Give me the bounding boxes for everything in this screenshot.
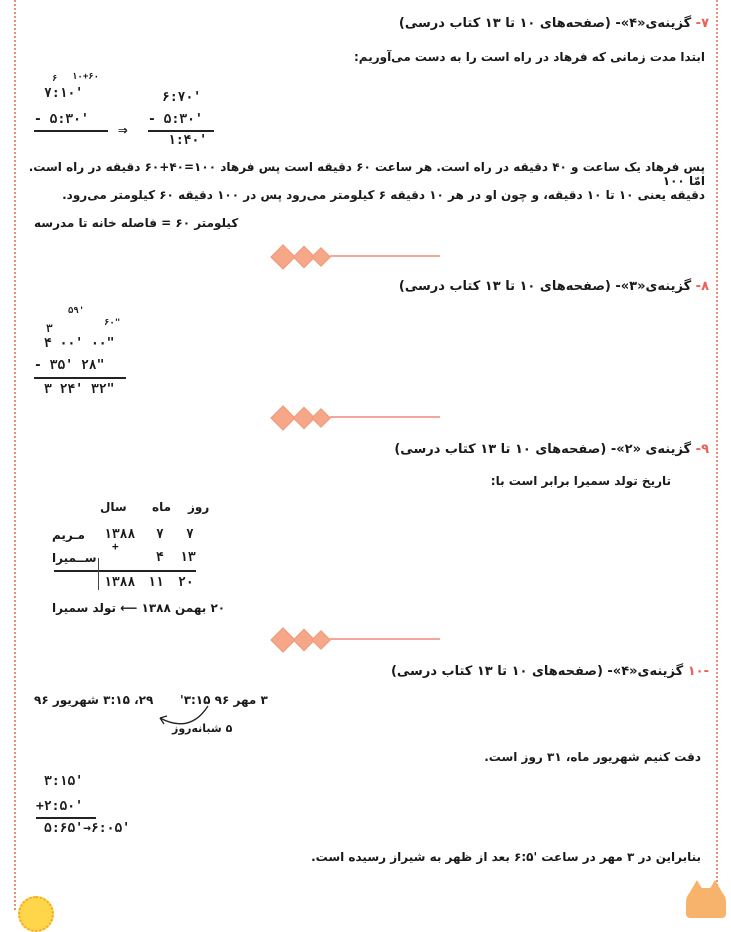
q7-intro: ابتدا مدت زمانی که فرهاد در راه است را به دست می‌آوریم:: [353, 50, 705, 64]
q7-line1: پس فرهاد یک ساعت و ۴۰ دقیقه در راه است. هر ساعت ۶۰ دقیقه است پس فرهاد ۱۰۰=۴۰+۶۰ دقیقه در راه است. امّا ۱۰۰: [28, 160, 705, 188]
q9-header: [394, 442, 709, 457]
q7-borrow-70: ۱۰+۶۰: [72, 72, 100, 82]
q8-result: ۳ ۲۴' ۳۲": [44, 382, 115, 397]
q10-number: -۱۰: [687, 664, 709, 679]
q8-borrow-60: ۶۰": [104, 318, 121, 328]
q9-maryam-year: ۱۳۸۸: [104, 527, 136, 542]
q9-maryam-day: ۷: [186, 527, 194, 542]
page-border-right: [716, 0, 718, 910]
sun-decoration: [18, 896, 54, 932]
q8-title: گزینه‌ی«۳»- (صفحه‌های ۱۰ تا ۱۳ کتاب درسی): [398, 279, 692, 294]
q10-conclusion: بنابراین در ۳ مهر در ساعت '۶:۵ بعد از ظهر به شیراز رسیده است.: [311, 850, 701, 864]
q10-calc-c: ۵:۶۵'→۶:۰۵': [44, 821, 131, 836]
q9-intro: تاریخ تولد سمیرا برابر است با:: [490, 474, 671, 488]
q7-right-line: [148, 130, 214, 132]
q7-arrow: ⇒: [118, 120, 128, 139]
q7-left-top: ۷:۱۰': [44, 86, 84, 101]
q8-top: ۴ ۰۰' ۰۰": [44, 336, 115, 351]
q7-right-top: ۶:۷۰': [162, 90, 202, 105]
q9-number: ۹-: [695, 442, 709, 457]
q9-plus: +: [112, 540, 119, 553]
q10-header: [391, 664, 709, 679]
q7-right-sub: - ۵:۳۰': [148, 112, 203, 127]
cat-decoration: [686, 888, 726, 918]
q7-header: [399, 16, 709, 31]
q10-start-time: ۲۹، ۳:۱۵ شهریور ۹۶: [34, 693, 154, 707]
q9-col-month: ماه: [152, 500, 172, 514]
q10-title: گزینه‌ی«۴»- (صفحه‌های ۱۰ تا ۱۳ کتاب درسی): [390, 664, 684, 679]
q9-samira-month: ۴: [156, 550, 164, 565]
q8-number: ۸-: [695, 279, 709, 294]
q9-divider: [98, 558, 99, 590]
q10-span-label: ۵ شبانه‌روز: [172, 722, 233, 735]
q9-samira-label: ســمیرا: [52, 551, 97, 565]
q10-end-time: ۳ مهر ۹۶ ۳:۱۵': [180, 693, 268, 707]
q9-result-year: ۱۳۸۸: [104, 575, 136, 590]
q7-number: ۷-: [695, 16, 709, 31]
q10-note: دقت کنیم شهریور ماه، ۳۱ روز است.: [484, 750, 701, 764]
q9-title: گزینه‌ی «۲»- (صفحه‌های ۱۰ تا ۱۳ کتاب درسی): [394, 442, 692, 457]
q7-line3: کیلومتر ۶۰ = فاصله خانه تا مدرسه: [34, 216, 239, 230]
page-border-left: [14, 0, 16, 910]
q9-result-month: ۱۱: [148, 575, 164, 590]
q9-maryam-label: مـریم: [52, 528, 85, 542]
q9-col-year: سال: [100, 500, 127, 514]
separator-1: [270, 244, 440, 268]
q9-samira-day: ۱۳: [180, 550, 196, 565]
q8-header: [399, 279, 709, 294]
q7-title: گزینه‌ی«۴»- (صفحه‌های ۱۰ تا ۱۳ کتاب درسی): [398, 16, 692, 31]
q8-sub: - ۳۵' ۲۸": [34, 358, 105, 373]
q10-calc-a: ۳:۱۵': [44, 774, 84, 789]
separator-2: [270, 405, 440, 429]
q9-maryam-month: ۷: [156, 527, 164, 542]
separator-3: [270, 627, 440, 651]
q7-borrow-6: ۶: [52, 74, 58, 84]
q10-line: [36, 817, 96, 819]
q10-calc-b: +۲:۵۰': [36, 799, 83, 814]
q7-right-result: ۱:۴۰': [168, 133, 208, 148]
q9-col-day: روز: [188, 500, 210, 514]
q9-answer: ۲۰ بهمن ۱۳۸۸ ⟵ تولد سمیرا: [52, 601, 226, 615]
q9-result-day: ۲۰: [178, 575, 194, 590]
q7-line2: دقیقه یعنی ۱۰ تا ۱۰ دقیقه، و چون او در هر ۱۰ دقیقه ۶ کیلومتر می‌رود پس در ۱۰۰ دقیقه ۶۰ کیلومتر می‌رود.: [62, 188, 705, 202]
q7-left-line: [34, 130, 108, 132]
q9-line: [54, 570, 196, 572]
q7-left-sub: - ۵:۳۰': [34, 112, 89, 127]
q8-line: [34, 377, 126, 379]
q8-borrow-59: ۵۹': [68, 306, 85, 316]
q8-borrow-3: ۳: [46, 322, 53, 335]
